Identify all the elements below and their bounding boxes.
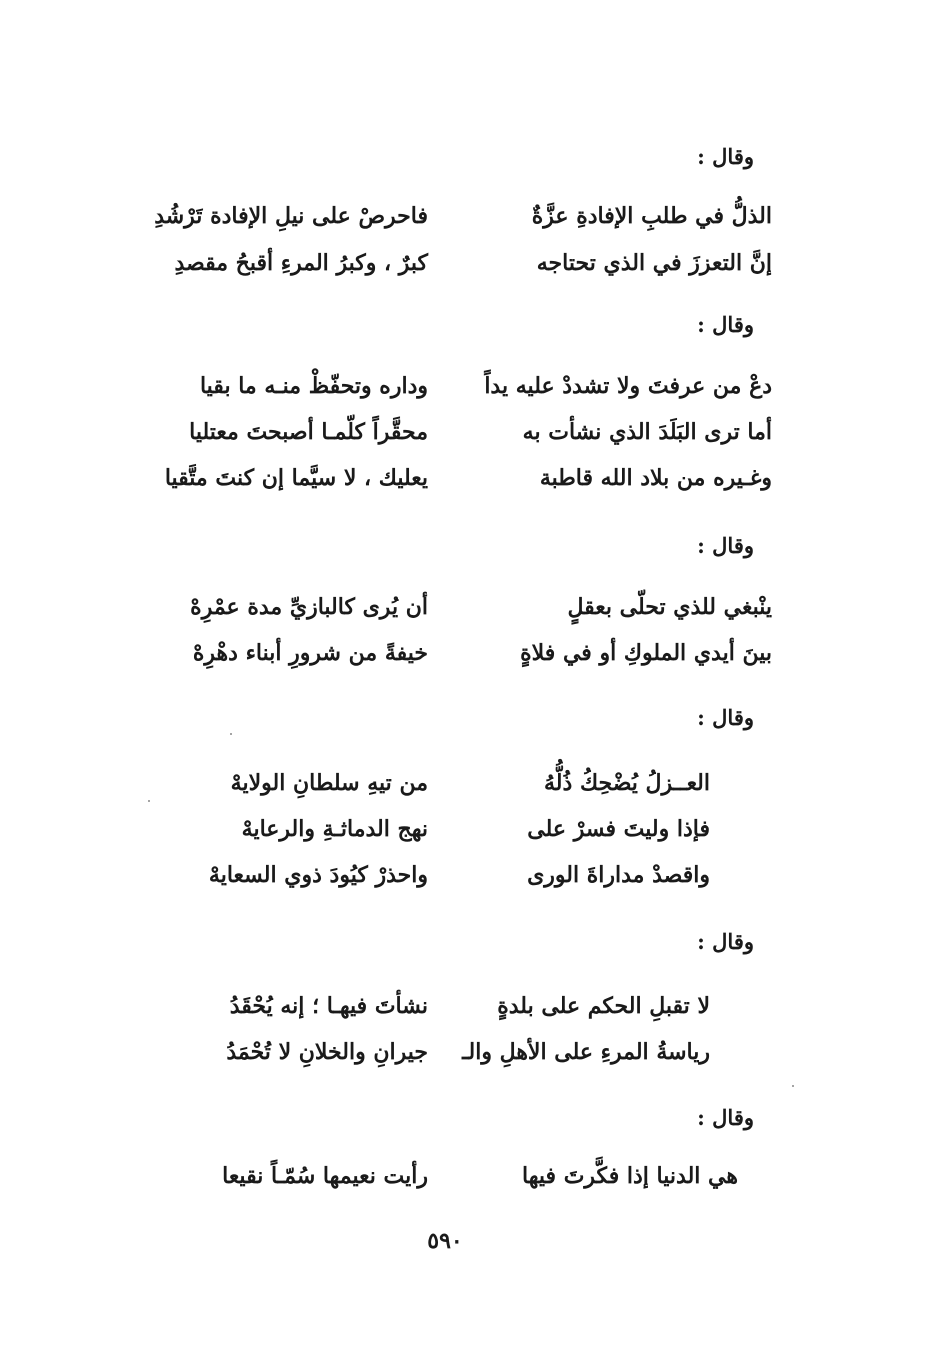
poem-intro: وقال :: [697, 533, 754, 558]
verse-second-hemistich: كبرٌ ، وكبرُ المرءِ أقبحُ مقصدِ: [174, 250, 428, 276]
poem-intro: وقال :: [697, 1105, 754, 1130]
verse-second-hemistich: رأيت نعيمها سُمّـاً نقيعا: [222, 1163, 428, 1189]
page-number: ٥٩٠: [427, 1228, 463, 1254]
verse-first-hemistich: رياسةُ المرءِ على الأهلِ والـ: [462, 1039, 710, 1065]
scan-speck: [148, 800, 150, 802]
poem-intro: وقال :: [697, 705, 754, 730]
verse-first-hemistich: هي الدنيا إذا فكَّرتَ فيها: [522, 1163, 738, 1189]
verse-first-hemistich: فإذا وليتَ فسرْ على: [527, 816, 710, 842]
poem-intro: وقال :: [697, 144, 754, 169]
verse-second-hemistich: وداره وتحفّظْ منـه ما بقيا: [199, 373, 428, 399]
verse-second-hemistich: من تيهِ سلطانِ الولايهْ: [230, 770, 428, 796]
poem-intro: وقال :: [697, 312, 754, 337]
verse-second-hemistich: يعليك ، لا سيَّما إن كنتَ متَّقيا: [164, 465, 428, 491]
verse-second-hemistich: جيرانِ والخلانِ لا تُحْمَدُ: [226, 1039, 428, 1065]
verse-second-hemistich: نهج الدماثـةِ والرعايهْ: [241, 816, 428, 842]
verse-second-hemistich: فاحرصْ على نيلِ الإفادة تَرْشُدِ: [154, 203, 428, 229]
verse-first-hemistich: وغـيره من بلاد الله قاطبة: [539, 465, 772, 491]
poem-intro: وقال :: [697, 929, 754, 954]
verse-second-hemistich: خيفةً من شرورِ أبناء دهْرِهْ: [192, 640, 428, 666]
verse-first-hemistich: أما ترى البَلَدَ الذي نشأت به: [522, 419, 772, 445]
verse-second-hemistich: محقَّراً كلّمـا أصبحتَ معتليا: [189, 419, 428, 445]
scan-speck: [792, 1085, 794, 1087]
verse-first-hemistich: واقصدْ مداراةَ الورى: [527, 862, 710, 888]
verse-second-hemistich: أن يُرى كالبازيِّ مدة عمْرِهْ: [190, 594, 428, 620]
verse-second-hemistich: واحذرْ كيُودَ ذوي السعايهْ: [208, 862, 428, 888]
scan-speck: [230, 733, 232, 735]
verse-first-hemistich: لا تقبلِ الحكم على بلدةٍ: [497, 993, 710, 1019]
verse-first-hemistich: بينَ أيدي الملوكِ أو في فلاةٍ: [520, 640, 772, 666]
verse-first-hemistich: ينْبغي للذي تحلّى بعقلٍ: [567, 594, 772, 620]
verse-first-hemistich: دعْ من عرفتَ ولا تشددْ عليه يداً: [484, 373, 772, 399]
verse-first-hemistich: إنَّ التعززَ في الذي تحتاجه: [536, 250, 772, 276]
verse-first-hemistich: العــزلُ يُضْحِكُ ذُلُّهُ: [544, 770, 710, 796]
verse-second-hemistich: نشأتَ فيهـا ؛ إنه يُحْقَدُ: [229, 993, 428, 1019]
verse-first-hemistich: الذلُّ في طلبِ الإفادةِ عزَّةٌ: [531, 203, 772, 229]
